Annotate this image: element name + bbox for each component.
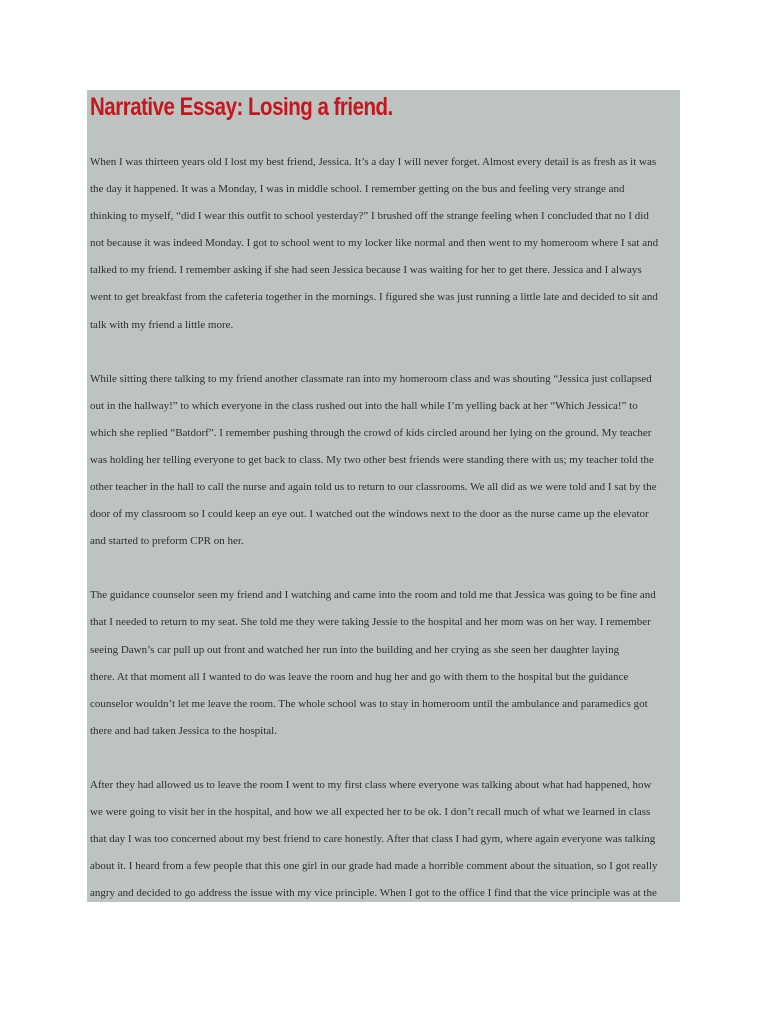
text-line: angry and decided to go address the issue with my vice principle. When I got to the office I find that the vice principle was at the [90, 887, 657, 900]
text-line: was holding her telling everyone to get back to class. My two other best friends were standing there with us; my teacher told the [90, 453, 654, 466]
text-line: door of my classroom so I could keep an eye out. I watched out the windows next to the door as the nurse came up the elevator [90, 508, 649, 521]
text-line: and started to preform CPR on her. [90, 535, 244, 548]
text-line: there. At that moment all I wanted to do was leave the room and hug her and go with them to the hospital but the guidance [90, 670, 629, 683]
text-line: The guidance counselor seen my friend and I watching and came into the room and told me that Jessica was going to be fine and [90, 589, 656, 602]
text-line: the day it happened. It was a Monday, I was in middle school. I remember getting on the bus and feeling very strange and [90, 183, 625, 196]
essay-body [90, 149, 678, 902]
text-line: talked to my friend. I remember asking if she had seen Jessica because I was waiting for her to get there. Jessica and I always [90, 264, 642, 277]
text-line: out in the hallway!” to which everyone in the class rushed out into the hall while I’m yelling back at her “Which Jessica!” to [90, 399, 638, 412]
text-line: seeing Dawn’s car pull up out front and watched her run into the building and her crying as she seen her daughter laying [90, 643, 620, 656]
text-line: When I was thirteen years old I lost my best friend, Jessica. It’s a day I will never forget. Almost every detail is as fresh as it was [90, 156, 657, 168]
paragraph-4 [90, 772, 678, 902]
text-line: thinking to myself, “did I wear this outfit to school yesterday?” I brushed off the strange feeling when I concluded that no I did [90, 210, 649, 223]
text-line: there and had taken Jessica to the hospital. [90, 724, 277, 737]
text-line: After they had allowed us to leave the room I went to my first class where everyone was talking about what had happened, how [90, 778, 652, 791]
text-line: that I needed to return to my seat. She told me they were taking Jessie to the hospital and her mom was on her way. I remember [90, 616, 651, 629]
text-line: While sitting there talking to my friend another classmate ran into my homeroom class and was shouting “Jessica just collapsed [90, 372, 652, 385]
text-line: about it. I heard from a few people that this one girl in our grade had made a horrible comment about the situation, so I got really [90, 860, 658, 873]
paragraph-1 [90, 149, 678, 339]
essay-title: Narrative Essay: Losing a friend. [90, 93, 393, 121]
text-line: we were going to visit her in the hospital, and how we all expected her to be ok. I don’t recall much of what we learned in class [90, 805, 651, 818]
paragraph-3 [90, 582, 678, 745]
text-line: counselor wouldn’t let me leave the room. The whole school was to stay in homeroom until the ambulance and paramedics got [90, 697, 648, 710]
text-line: not because it was indeed Monday. I got to school went to my locker like normal and then went to my homeroom where I sat and [90, 237, 659, 250]
text-line: went to get breakfast from the cafeteria together in the mornings. I figured she was just running a little late and decided to sit and [90, 291, 658, 304]
text-line: which she replied “Batdorf”. I remember pushing through the crowd of kids circled around her lying on the ground. My teacher [90, 426, 652, 439]
paragraph-2 [90, 366, 678, 556]
text-line: talk with my friend a little more. [90, 318, 234, 331]
text-line: other teacher in the hall to call the nurse and again told us to return to our classrooms. We all did as we were told and I sat by the [90, 481, 657, 494]
text-line: that day I was too concerned about my best friend to care honestly. After that class I had gym, where again everyone was talking [90, 833, 656, 846]
essay-page [87, 90, 680, 902]
